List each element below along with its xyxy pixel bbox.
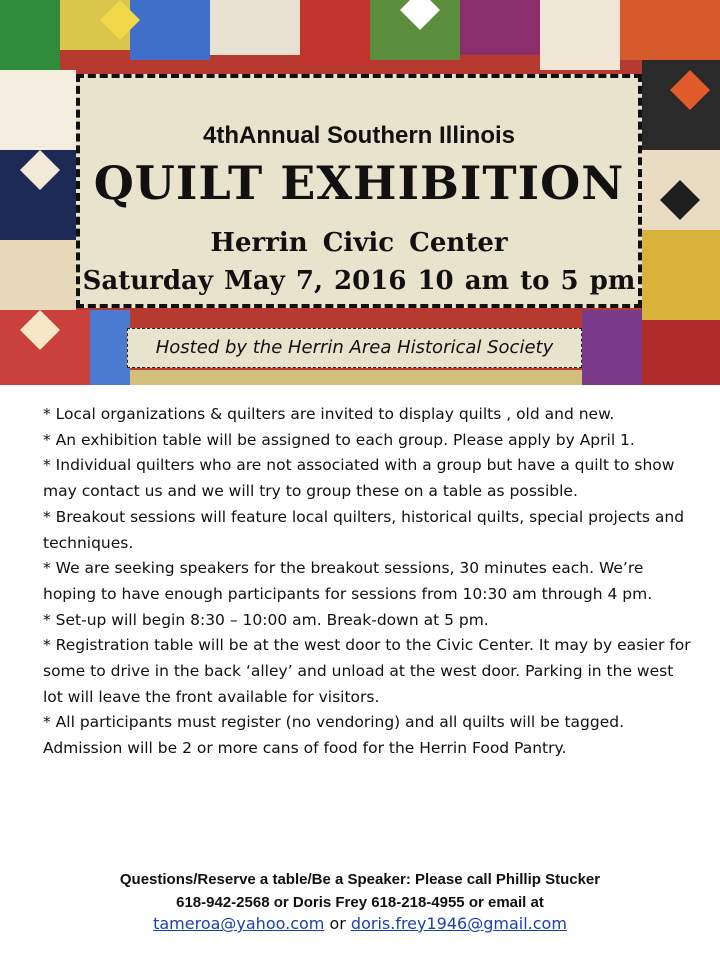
contact-line-2: 618-942-2568 or Doris Frey 618-218-4955 or email at (176, 894, 544, 911)
detail-item: * Local organizations & quilters are invited to display quilts , old and new. (43, 405, 615, 423)
detail-item: * Breakout sessions will feature local quilters, historical quilts, special projects and techniques. (43, 507, 685, 552)
details-list (43, 402, 693, 762)
contact-emails (0, 914, 720, 933)
event-datetime: Saturday May 7, 2016 10 am to 5 pm (82, 266, 636, 296)
contact-line-1: Questions/Reserve a table/Be a Speaker: Please call Phillip Stucker (119, 871, 601, 888)
email-link-tameroa[interactable]: tameroa@yahoo.com (153, 914, 325, 933)
detail-item: Admission will be 2 or more cans of food for the Herrin Food Pantry. (43, 739, 567, 758)
event-title: QUILT EXHIBITION (93, 156, 625, 210)
detail-item: * Set-up will begin 8:30 – 10:00 am. Break-down at 5 pm. (43, 610, 489, 629)
email-separator: or (324, 914, 351, 933)
email-link-doris[interactable]: doris.frey1946@gmail.com (350, 914, 567, 933)
contact-info (0, 868, 720, 914)
host-banner: Hosted by the Herrin Area Historical Society (127, 328, 582, 368)
detail-item: * All participants must register (no vendoring) and all quilts will be tagged. (43, 713, 625, 732)
title-panel (76, 74, 642, 308)
detail-item: * Individual quilters who are not associated with a group but have a quilt to show may contact us and we will try to group these on a table as possible. (43, 456, 675, 501)
detail-item: * Registration table will be at the west door to the Civic Center. It may by easier for some to drive in the back ‘alley’ and unload at the west door. Parking in the west lot will leave the front available for visitors. (43, 636, 691, 706)
venue-name: Herrin Civic Center (210, 228, 508, 258)
detail-item: * We are seeking speakers for the breakout sessions, 30 minutes each. We’re hoping to have enough participants for sessions from 10:30 am through 4 pm. (43, 559, 653, 603)
detail-item: * An exhibition table will be assigned to each group. Please apply by April 1. (43, 430, 635, 449)
annual-subtitle: 4thAnnual Southern Illinois (203, 122, 515, 149)
